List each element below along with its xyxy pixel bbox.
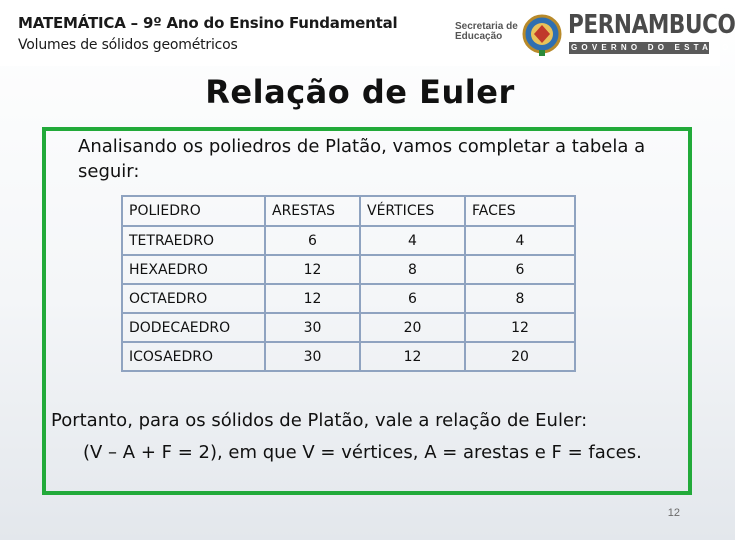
cell-poliedro: TETRAEDRO [122, 226, 265, 255]
cell-vertices: 12 [360, 342, 465, 371]
secretaria-line-2: Educação [455, 31, 503, 42]
table-header-row [122, 196, 575, 226]
cell-arestas: 12 [265, 284, 360, 313]
table-row [122, 255, 575, 284]
secretaria-line-1: Secretaria de [455, 21, 518, 32]
state-seal-icon [520, 12, 564, 58]
cell-arestas: 12 [265, 255, 360, 284]
cell-poliedro: HEXAEDRO [122, 255, 265, 284]
conclusion-text [51, 405, 691, 469]
cell-faces: 4 [465, 226, 575, 255]
cell-faces: 6 [465, 255, 575, 284]
col-header-poliedro: POLIEDRO [122, 196, 265, 226]
table-row [122, 313, 575, 342]
cell-faces: 20 [465, 342, 575, 371]
conclusion-line-1: Portanto, para os sólidos de Platão, vale a relação de Euler: [51, 410, 588, 431]
page-number: 12 [667, 507, 680, 519]
cell-vertices: 6 [360, 284, 465, 313]
state-name-logo: PERNAMBUCO [568, 10, 735, 40]
secretaria-logo-text [455, 22, 518, 42]
cell-faces: 12 [465, 313, 575, 342]
cell-vertices: 8 [360, 255, 465, 284]
table-row [122, 342, 575, 371]
cell-poliedro: OCTAEDRO [122, 284, 265, 313]
cell-vertices: 20 [360, 313, 465, 342]
slide-title: Relação de Euler [205, 73, 515, 111]
cell-faces: 8 [465, 284, 575, 313]
cell-arestas: 30 [265, 313, 360, 342]
course-subtitle: Volumes de sólidos geométricos [18, 37, 238, 53]
cell-arestas: 30 [265, 342, 360, 371]
table-row [122, 226, 575, 255]
course-title: MATEMÁTICA – 9º Ano do Ensino Fundamental [18, 14, 398, 32]
header-bar [0, 0, 735, 66]
intro-text: Analisando os poliedros de Platão, vamos completar a tabela a seguir: [78, 136, 646, 182]
cell-poliedro: DODECAEDRO [122, 313, 265, 342]
col-header-vertices: VÉRTICES [360, 196, 465, 226]
col-header-arestas: ARESTAS [265, 196, 360, 226]
cell-poliedro: ICOSAEDRO [122, 342, 265, 371]
euler-formula-line: (V – A + F = 2), em que V = vértices, A = arestas e F = faces. [83, 442, 642, 463]
cell-arestas: 6 [265, 226, 360, 255]
polyhedra-table [121, 195, 576, 372]
table-row [122, 284, 575, 313]
col-header-faces: FACES [465, 196, 575, 226]
state-gov-banner: GOVERNO DO ESTADO [571, 43, 733, 52]
cell-vertices: 4 [360, 226, 465, 255]
